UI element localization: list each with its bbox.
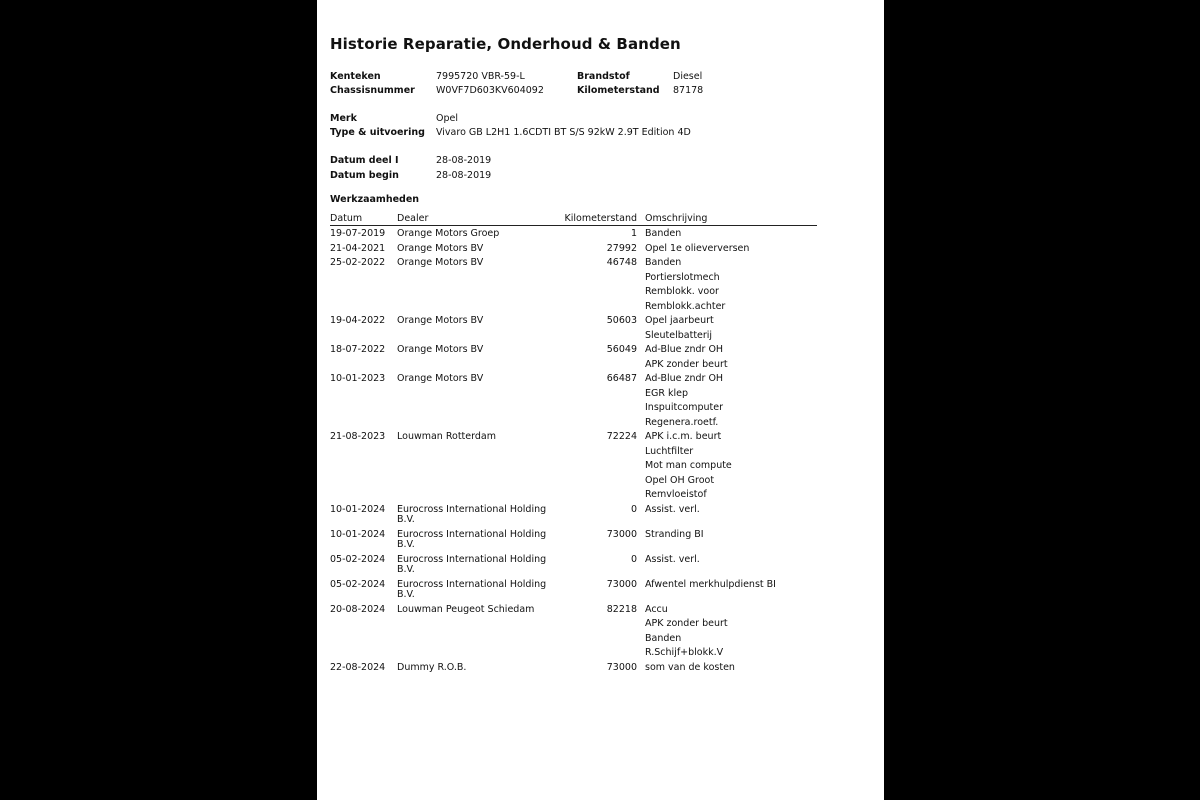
datum-begin-label: Datum begin (330, 170, 399, 181)
table-row (330, 528, 817, 553)
chassis-value: W0VF7D603KV604092 (436, 85, 544, 96)
brandstof-label: Brandstof (577, 71, 630, 82)
table-header (330, 211, 817, 226)
omschrijving-line: Opel OH Groot (645, 474, 715, 486)
row-omschrijving (645, 242, 749, 257)
column-header-kilometerstand: Kilometerstand (564, 213, 637, 224)
omschrijving-line: Banden (645, 257, 682, 268)
row-omschrijving (645, 227, 681, 242)
omschrijving-line: Assist. verl. (645, 553, 700, 565)
table-row (330, 578, 817, 603)
row-kilometerstand: 27992 (606, 242, 637, 254)
row-kilometerstand: 72224 (606, 431, 637, 442)
row-dealer: Eurocross International Holding B.V. (397, 553, 547, 575)
omschrijving-line: APK zonder beurt (645, 358, 728, 370)
row-date: 20-08-2024 (330, 603, 386, 615)
column-header-omschrijving: Omschrijving (645, 213, 708, 224)
row-date: 19-04-2022 (330, 315, 386, 326)
omschrijving-line: Ad-Blue zndr OH (645, 373, 724, 384)
table-row (330, 603, 817, 661)
datum-deel1-value: 28-08-2019 (436, 155, 492, 166)
kenteken-value: 7995720 VBR-59-L (436, 71, 525, 82)
row-omschrijving (645, 578, 776, 593)
table-row (330, 343, 817, 372)
table-row (330, 661, 817, 676)
type-value: Vivaro GB L2H1 1.6CDTI BT S/S 92kW 2.9T Edition 4D (436, 127, 691, 138)
row-kilometerstand: 50603 (606, 315, 637, 326)
row-date: 05-02-2024 (330, 578, 386, 590)
omschrijving-line: som van de kosten (645, 661, 735, 673)
omschrijving-line: Remblokk. voor (645, 286, 719, 297)
omschrijving-line: Ad-Blue zndr OH (645, 344, 724, 355)
table-row (330, 242, 817, 257)
row-omschrijving (645, 430, 732, 503)
document-page (317, 0, 884, 800)
column-header-datum: Datum (330, 213, 363, 224)
row-omschrijving (645, 553, 700, 568)
row-date: 18-07-2022 (330, 344, 386, 355)
work-table (330, 211, 817, 675)
row-dealer: Dummy R.O.B. (397, 661, 467, 673)
row-dealer: Louwman Peugeot Schiedam (397, 603, 535, 615)
datum-deel1-label: Datum deel I (330, 155, 399, 166)
row-omschrijving (645, 256, 725, 314)
row-dealer: Orange Motors BV (397, 257, 484, 268)
row-date: 10-01-2023 (330, 373, 386, 384)
row-kilometerstand: 82218 (606, 603, 637, 615)
row-kilometerstand: 56049 (606, 344, 637, 355)
omschrijving-line: Remblokk.achter (645, 300, 726, 312)
row-dealer: Eurocross International Holding B.V. (397, 503, 547, 525)
omschrijving-line: APK zonder beurt (645, 618, 728, 629)
datum-begin-value: 28-08-2019 (436, 170, 492, 181)
row-dealer: Orange Motors BV (397, 344, 484, 355)
row-kilometerstand: 1 (630, 228, 637, 239)
omschrijving-line: Luchtfilter (645, 445, 694, 457)
row-dealer: Eurocross International Holding B.V. (397, 578, 547, 600)
omschrijving-line: Banden (645, 228, 682, 239)
row-kilometerstand: 46748 (606, 257, 637, 268)
table-row (330, 430, 817, 503)
omschrijving-line: Assist. verl. (645, 503, 700, 515)
row-kilometerstand: 73000 (606, 661, 637, 673)
table-row (330, 372, 817, 430)
row-kilometerstand: 0 (630, 553, 637, 565)
omschrijving-line: Remvloeistof (645, 489, 707, 500)
row-date: 10-01-2024 (330, 503, 386, 515)
row-kilometerstand: 0 (630, 503, 637, 515)
row-date: 25-02-2022 (330, 257, 386, 268)
table-row (330, 314, 817, 343)
kilometerstand-value: 87178 (673, 85, 704, 96)
omschrijving-line: Inspuitcomputer (645, 402, 724, 413)
kilometerstand-label: Kilometerstand (577, 85, 660, 96)
omschrijving-line: Sleutelbatterij (645, 329, 713, 341)
omschrijving-line: R.Schijf+blokk.V (645, 647, 724, 658)
omschrijving-line: Stranding BI (645, 528, 704, 540)
column-header-dealer: Dealer (397, 213, 429, 224)
row-date: 21-08-2023 (330, 431, 386, 442)
page-title: Historie Reparatie, Onderhoud & Banden (330, 35, 681, 53)
table-body (330, 227, 817, 675)
omschrijving-line: EGR klep (645, 387, 689, 399)
row-omschrijving (645, 314, 714, 343)
row-dealer: Orange Motors Groep (397, 228, 500, 239)
row-omschrijving (645, 503, 700, 518)
row-dealer: Eurocross International Holding B.V. (397, 528, 547, 550)
omschrijving-line: APK i.c.m. beurt (645, 431, 722, 442)
row-date: 21-04-2021 (330, 242, 386, 254)
row-date: 22-08-2024 (330, 661, 386, 673)
chassis-label: Chassisnummer (330, 85, 415, 96)
row-date: 05-02-2024 (330, 553, 386, 565)
row-omschrijving (645, 661, 735, 676)
omschrijving-line: Portierslotmech (645, 271, 720, 283)
kenteken-label: Kenteken (330, 71, 381, 82)
row-dealer: Orange Motors BV (397, 315, 484, 326)
table-row (330, 553, 817, 578)
row-date: 10-01-2024 (330, 528, 386, 540)
row-dealer: Louwman Rotterdam (397, 431, 496, 442)
table-row (330, 256, 817, 314)
omschrijving-line: Mot man compute (645, 460, 732, 471)
row-omschrijving (645, 603, 728, 661)
row-date: 19-07-2019 (330, 228, 386, 239)
type-label: Type & uitvoering (330, 127, 425, 138)
omschrijving-line: Accu (645, 603, 668, 615)
row-dealer: Orange Motors BV (397, 373, 484, 384)
omschrijving-line: Opel jaarbeurt (645, 315, 714, 326)
row-omschrijving (645, 528, 704, 543)
row-omschrijving (645, 343, 728, 372)
work-heading: Werkzaamheden (330, 194, 420, 205)
table-row (330, 227, 817, 242)
brandstof-value: Diesel (673, 71, 703, 82)
omschrijving-line: Banden (645, 632, 682, 644)
merk-label: Merk (330, 113, 357, 124)
omschrijving-line: Regenera.roetf. (645, 416, 719, 428)
row-kilometerstand: 66487 (606, 373, 637, 384)
row-kilometerstand: 73000 (606, 528, 637, 540)
table-row (330, 503, 817, 528)
row-omschrijving (645, 372, 723, 430)
omschrijving-line: Afwentel merkhulpdienst BI (645, 578, 776, 590)
row-dealer: Orange Motors BV (397, 242, 484, 254)
row-kilometerstand: 73000 (606, 578, 637, 590)
omschrijving-line: Opel 1e olieverversen (645, 242, 750, 254)
merk-value: Opel (436, 113, 458, 124)
